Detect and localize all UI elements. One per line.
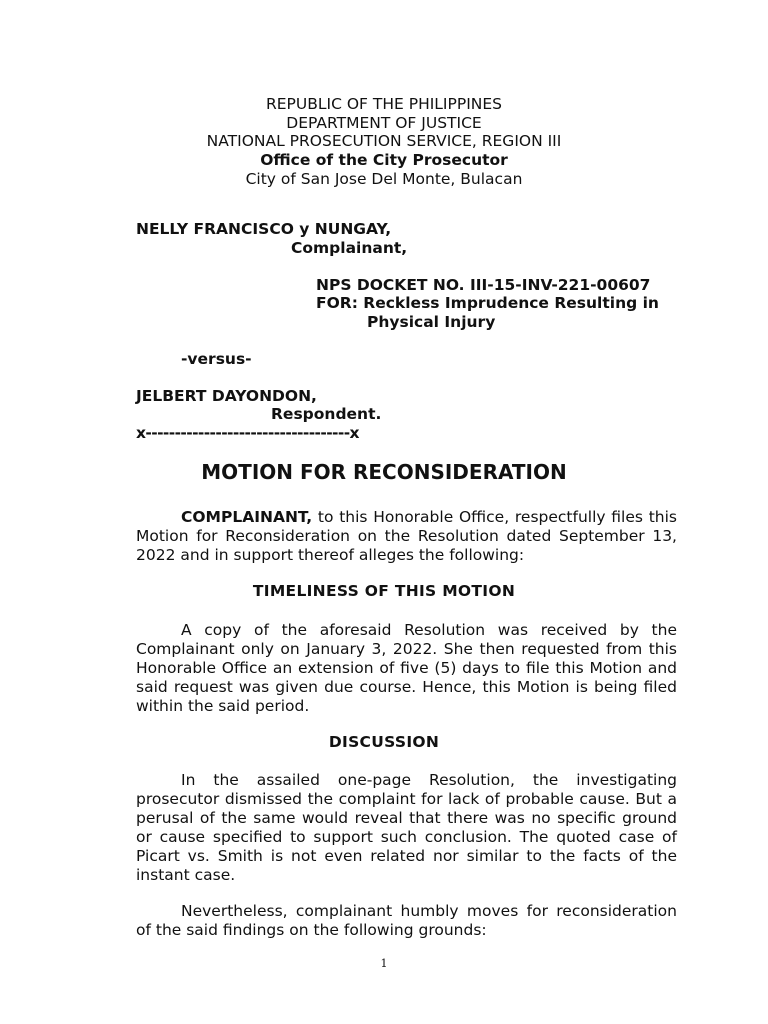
- header-department: DEPARTMENT OF JUSTICE: [286, 114, 482, 132]
- docket-number: NPS DOCKET NO. III-15-INV-221-00607: [316, 276, 651, 294]
- versus: -versus-: [181, 350, 252, 368]
- intro-lead: COMPLAINANT,: [181, 508, 313, 526]
- caption-separator: x-----------------------------------x: [136, 424, 359, 442]
- complainant-role: Complainant,: [291, 239, 408, 257]
- document-title: MOTION FOR RECONSIDERATION: [201, 460, 567, 484]
- intro-paragraph: [136, 508, 677, 565]
- respondent-role: Respondent.: [271, 405, 382, 423]
- section-heading-timeliness: TIMELINESS OF THIS MOTION: [252, 582, 516, 600]
- page-number: 1: [380, 957, 388, 970]
- timeliness-paragraph: A copy of the aforesaid Resolution was received by the Complainant only on January 3, 2022. She then requested from this Honorable Office an extension of five (5) days to file this Motion and said request was given due course. Hence, this Motion is being filed within the said period.: [136, 621, 677, 715]
- intro-text: to this Honorable Office, respectfully files this Motion for Reconsideration on the Resolution dated September 13, 2022 and in support thereof alleges the following:: [136, 508, 677, 564]
- complainant-name: NELLY FRANCISCO y NUNGAY,: [136, 220, 392, 238]
- case-nature-line2: Physical Injury: [367, 313, 496, 331]
- section-heading-discussion: DISCUSSION: [328, 733, 440, 751]
- header-city: City of San Jose Del Monte, Bulacan: [245, 170, 523, 188]
- discussion-paragraph-1: In the assailed one-page Resolution, the investigating prosecutor dismissed the complaint for lack of probable cause. But a perusal of the same would reveal that there was no specific ground or cause specified to support such conclusion. The quoted case of Picart vs. Smith is not even related nor similar to the facts of the instant case.: [136, 771, 677, 884]
- discussion-paragraph-2: Nevertheless, complainant humbly moves for reconsideration of the said findings on the following grounds:: [136, 902, 677, 939]
- header-republic: REPUBLIC OF THE PHILIPPINES: [265, 95, 502, 113]
- header-service: NATIONAL PROSECUTION SERVICE, REGION III: [206, 132, 562, 150]
- respondent-name: JELBERT DAYONDON,: [136, 387, 317, 405]
- header-office: Office of the City Prosecutor: [260, 151, 508, 169]
- case-nature-line1: FOR: Reckless Imprudence Resulting in: [316, 294, 659, 312]
